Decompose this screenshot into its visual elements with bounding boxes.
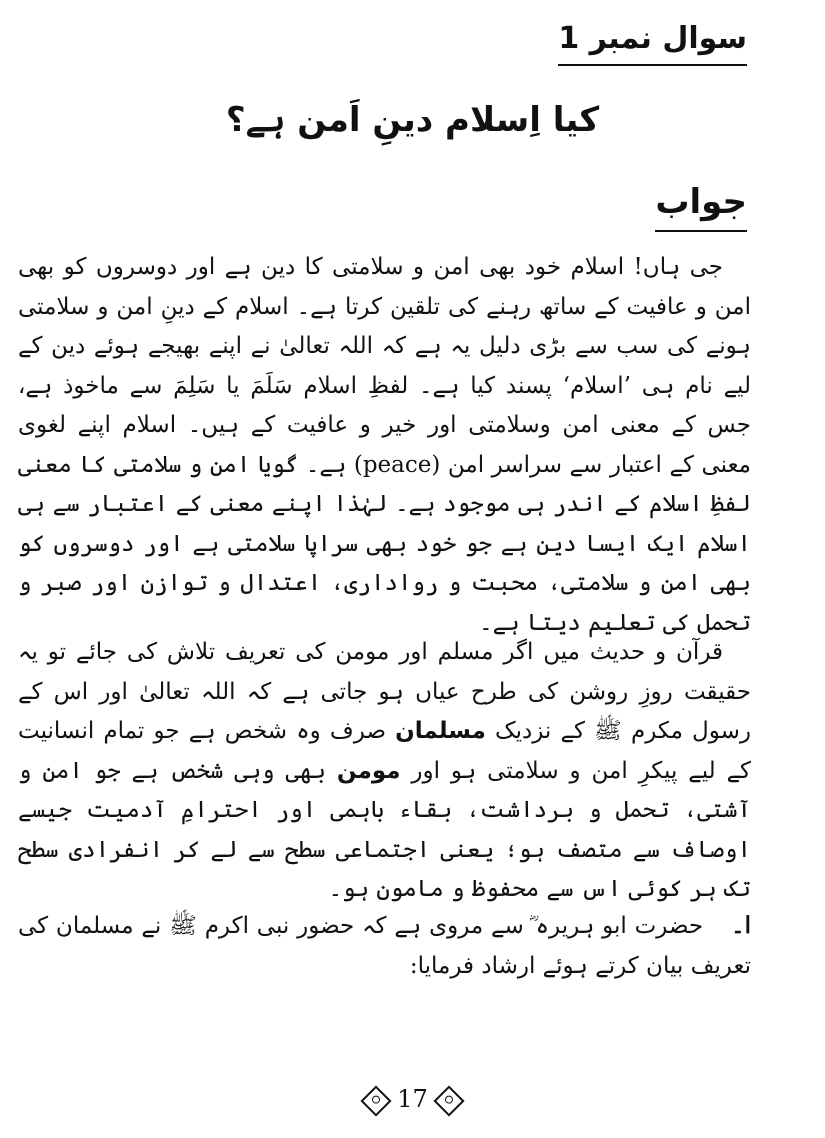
paragraph-2-text-a: قرآن و حدیث میں اگر مسلم اور مومن کی تعریف تلاش کی جائے تو یہ حقیقت روزِ روشن کی طرح عیاں ہو جاتی ہے کہ اللہ تعالیٰ اور اس کے رسول مکرم ﷺ کے نزدیک [18, 639, 752, 744]
ornament-left-icon [361, 1085, 392, 1116]
paragraph-2-text-c: بھی وہی شخص ہے جو امن و آشتی، تحمل و برداشت، بقاء باہمی اور احترامِ آدمیت جیسے اوصاف سے متصف ہو؛ یعنی اجتماعی سطح سے لے کر انفرادی سطح تک ہر کوئی اس سے محفوظ و مامون ہو۔ [18, 757, 751, 902]
paragraph-2 [18, 633, 751, 910]
question-number-heading: سوال نمبر 1 [558, 18, 747, 66]
paragraph-3-text: حضرت ابو ہریرہ ؓ سے مروی ہے کہ حضور نبی اکرم ﷺ نے مسلمان کی تعریف بیان کرتے ہوئے ارشاد فرمایا: [18, 913, 751, 979]
list-number: ا۔ [731, 912, 751, 939]
answer-heading: جواب [655, 176, 747, 232]
page-footer [0, 1082, 825, 1116]
ornament-right-icon [433, 1085, 464, 1116]
paragraph-1: جی ہاں! اسلام خود بھی امن و سلامتی کا دین ہے اور دوسروں کو بھی امن و عافیت کے ساتھ رہنے کی تلقین کرتا ہے۔ اسلام کے دینِ امن و سلامتی ہونے کی سب سے بڑی دلیل یہ ہے کہ اللہ تعالیٰ نے اپنے بھیجے ہوئے دین کے لیے نام ہی ’اسلام‘ پسند کیا ہے۔ لفظِ اسلام سَلَمَ یا سَلِمَ سے ماخوذ ہے، جس کے معنی امن وسلامتی اور خیر و عافیت کے ہیں۔ اسلام اپنے لغوی معنی کے اعتبار سے سراسر امن (peace) ہے۔ گویا امن و سلامتی کا معنی لفظِ اسلام کے اندر ہی موجود ہے۔ لہٰذا اپنے معنی کے اعتبار سے ہی اسلام ایک ایسا دین ہے جو خود بھی سراپا سلامتی ہے اور دوسروں کو بھی امن و سلامتی، محبت و رواداری، اعتدال و توازن اور صبر و تحمل کی تعلیم دیتا ہے۔ [18, 254, 751, 636]
page-number: 17 [397, 1085, 428, 1113]
term-momin: مومن [336, 757, 401, 784]
paragraph-2-text-b: صرف وہ شخص ہے جو تمام انسانیت کے لیے پیکرِ امن و سلامتی ہو اور [18, 718, 752, 784]
paragraph-3 [18, 906, 751, 986]
term-muslim: مسلمان [395, 718, 486, 744]
page-title: کیا اِسلام دینِ اَمن ہے؟ [225, 100, 600, 140]
